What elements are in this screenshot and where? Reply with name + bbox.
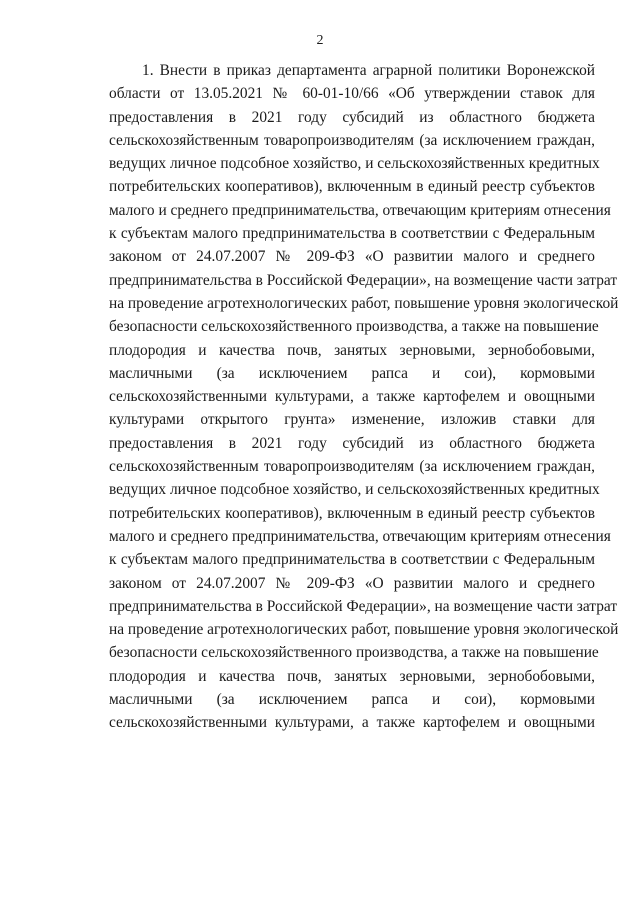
- text-line: к субъектам малого предпринимательства в соответствии с Федеральным: [109, 225, 595, 243]
- text-line: на проведение агротехнологических работ, повышение уровня экологической: [109, 294, 619, 312]
- text-line: малого и среднего предпринимательства, отвечающим критериям отнесения: [109, 527, 611, 545]
- text-line: сельскохозяйственным товаропроизводителям (за исключением граждан,: [109, 131, 595, 149]
- text-line: области от 13.05.2021 № 60-01-10/66 «Об утверждении ставок для: [109, 85, 595, 103]
- text-line: сельскохозяйственным товаропроизводителям (за исключением граждан,: [109, 458, 595, 476]
- text-line: на проведение агротехнологических работ, повышение уровня экологической: [109, 621, 619, 639]
- text-line: потребительских кооперативов), включенным в единый реестр субъектов: [109, 504, 595, 522]
- text-line: 1. Внести в приказ департамента аграрной политики Воронежской: [142, 62, 595, 79]
- text-line: масличными (за исключением рапса и сои), кормовыми: [109, 364, 595, 382]
- text-line: ведущих личное подсобное хозяйство, и сельскохозяйственных кредитных: [109, 481, 600, 499]
- document-body: [109, 59, 619, 735]
- text-line: плодородия и качества почв, занятых зерновыми, зернобобовыми,: [109, 341, 595, 359]
- text-line: предпринимательства в Российской Федерации», на возмещение части затрат: [109, 597, 618, 615]
- text-line: предоставления в 2021 году субсидий из областного бюджета: [109, 108, 595, 126]
- text-line: предпринимательства в Российской Федерации», на возмещение части затрат: [109, 271, 618, 289]
- text-line: к субъектам малого предпринимательства в соответствии с Федеральным: [109, 551, 595, 569]
- text-line: законом от 24.07.2007 № 209-ФЗ «О развитии малого и среднего: [109, 574, 595, 592]
- text-line: плодородия и качества почв, занятых зерновыми, зернобобовыми,: [109, 667, 595, 685]
- text-line: культурами открытого грунта» изменение, изложив ставки для: [109, 411, 595, 429]
- text-line: сельскохозяйственными культурами, а также картофелем и овощными: [109, 388, 595, 406]
- text-line: безопасности сельскохозяйственного производства, а также на повышение: [109, 318, 599, 336]
- text-line: потребительских кооперативов), включенным в единый реестр субъектов: [109, 178, 595, 196]
- text-line: сельскохозяйственными культурами, а также картофелем и овощными: [109, 714, 595, 732]
- text-line: безопасности сельскохозяйственного производства, а также на повышение: [109, 644, 599, 662]
- page-number: 2: [316, 33, 324, 48]
- text-line: малого и среднего предпринимательства, отвечающим критериям отнесения: [109, 201, 611, 219]
- text-line: масличными (за исключением рапса и сои), кормовыми: [109, 691, 595, 709]
- text-line: ведущих личное подсобное хозяйство, и сельскохозяйственных кредитных: [109, 155, 600, 173]
- text-line: предоставления в 2021 году субсидий из областного бюджета: [109, 434, 595, 452]
- text-line: законом от 24.07.2007 № 209-ФЗ «О развитии малого и среднего: [109, 248, 595, 266]
